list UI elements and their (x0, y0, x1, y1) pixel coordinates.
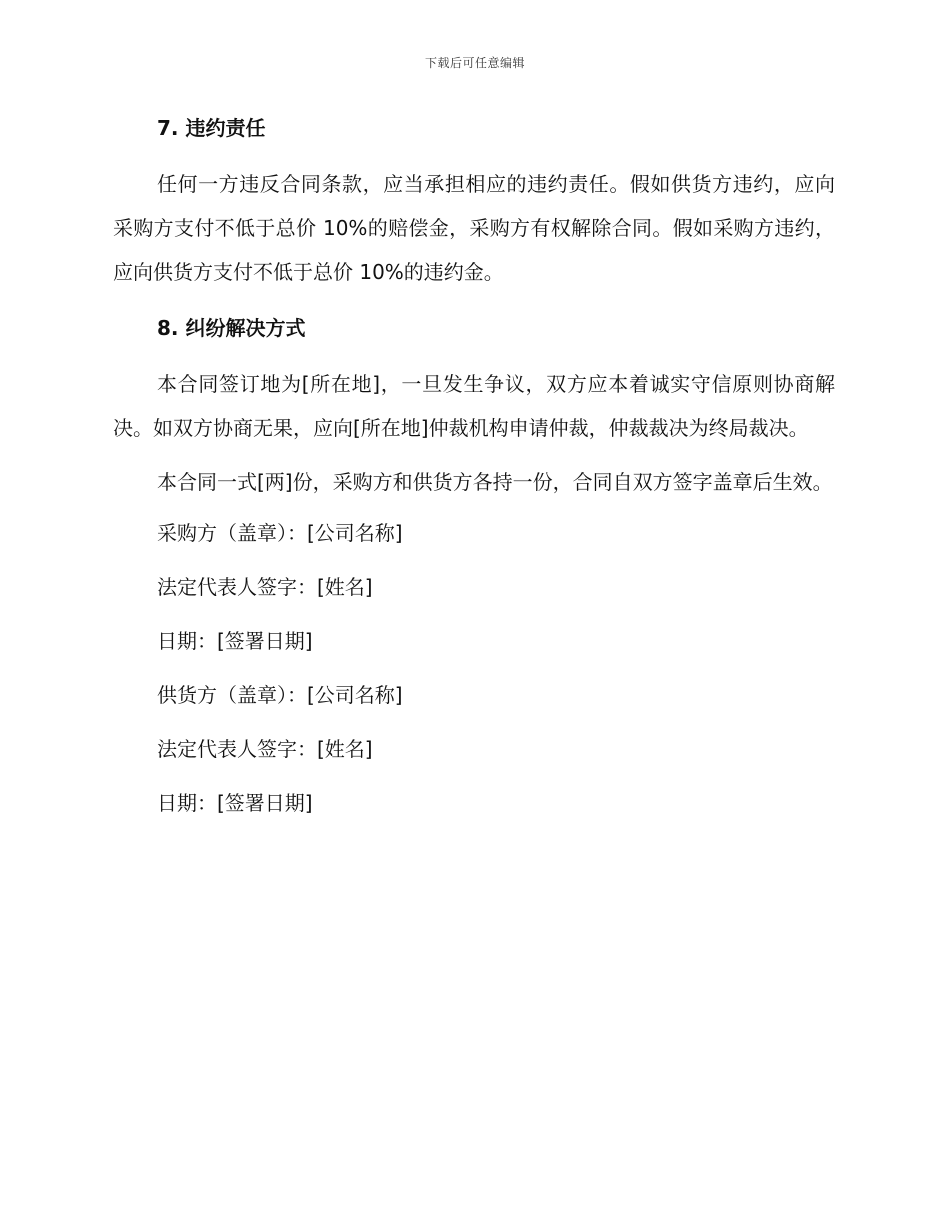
signature-buyer-representative: 法定代表人签字：[姓名] (157, 575, 373, 599)
header-note: 下载后可任意编辑 (424, 56, 525, 70)
paragraph-copies: 本合同一式[两]份，采购方和供货方各持一份，合同自双方签字盖章后生效。 (157, 470, 833, 494)
paragraph-breach: 任何一方违反合同条款，应当承担相应的违约责任。假如供货方违约，应向采购方支付不低于总价 10%的赔偿金，采购方有权解除合同。假如采购方违约，应向供货方支付不低于总价 10%的违约金。 (113, 172, 835, 284)
document-content (113, 110, 835, 842)
signature-supplier-date: 日期：[签署日期] (157, 791, 313, 815)
signature-buyer-date: 日期：[签署日期] (157, 629, 313, 653)
section-title-dispute: 8. 纠纷解决方式 (157, 316, 306, 340)
paragraph-dispute: 本合同签订地为[所在地]，一旦发生争议，双方应本着诚实守信原则协商解决。如双方协商无果，应向[所在地]仲裁机构申请仲裁，仲裁裁决为终局裁决。 (113, 372, 835, 440)
signature-supplier-representative: 法定代表人签字：[姓名] (157, 737, 373, 761)
section-title-breach: 7. 违约责任 (157, 116, 266, 140)
signature-supplier-seal: 供货方（盖章）：[公司名称] (157, 683, 403, 707)
signature-buyer-seal: 采购方（盖章）：[公司名称] (157, 521, 403, 545)
